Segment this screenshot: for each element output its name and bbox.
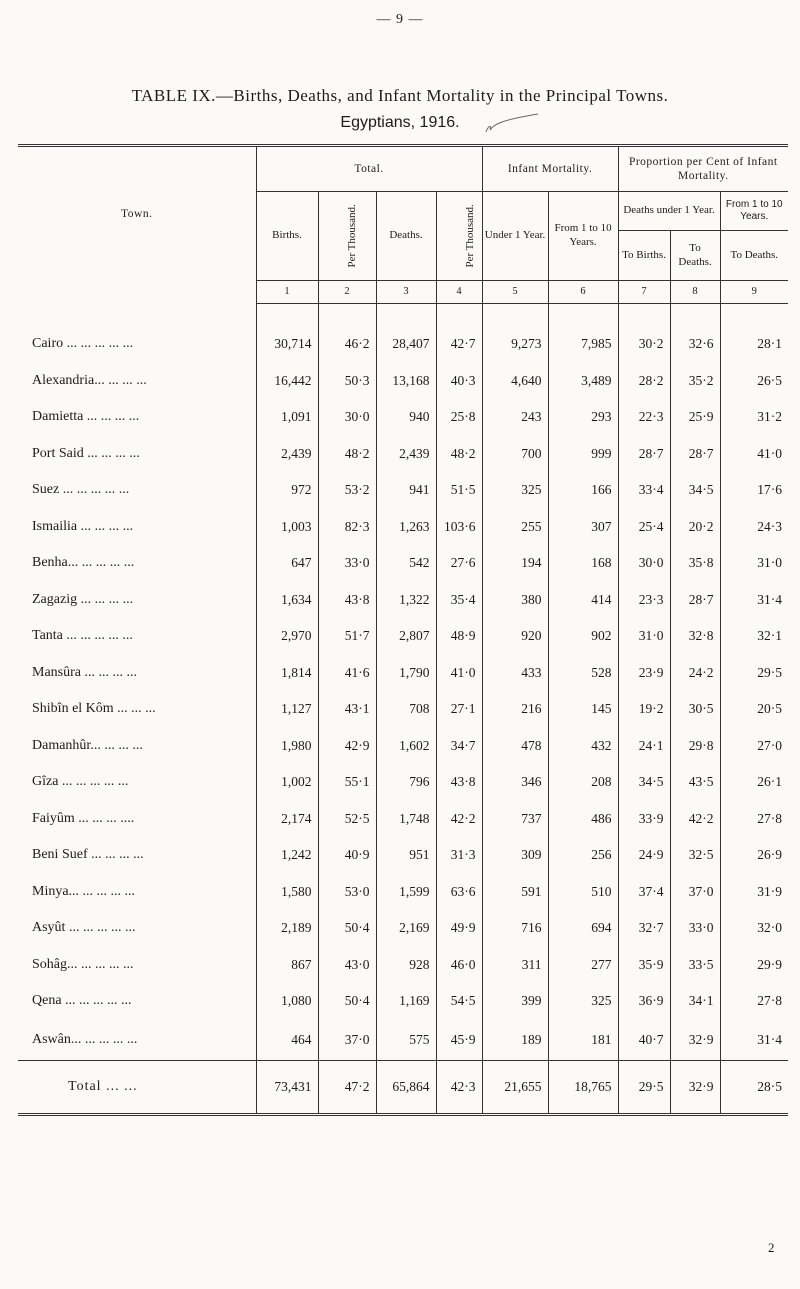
cell-from1: 307 (548, 509, 618, 546)
cell-tod9: 17·6 (720, 472, 788, 509)
cell-from1: 256 (548, 837, 618, 874)
cell-under1: 311 (482, 947, 548, 984)
table-row (18, 801, 788, 838)
table-row (18, 618, 788, 655)
cell-dpt: 35·4 (436, 582, 482, 619)
cell-tob: 36·9 (618, 983, 670, 1020)
header-deaths: Deaths. (376, 192, 436, 281)
cell-under1: 380 (482, 582, 548, 619)
cell-tod9: 31·4 (720, 1020, 788, 1061)
cell-deaths: 28,407 (376, 326, 436, 363)
cell-bpt: 41·6 (318, 655, 376, 692)
table-row (18, 509, 788, 546)
cell-bpt: 43·8 (318, 582, 376, 619)
cell-tob: 32·7 (618, 910, 670, 947)
cell-under1: 255 (482, 509, 548, 546)
cell-tod9: 29·5 (720, 655, 788, 692)
cell-from1: 528 (548, 655, 618, 692)
cell-tob: 22·3 (618, 399, 670, 436)
cell-bpt: 50·3 (318, 363, 376, 400)
cell-deaths: 2,169 (376, 910, 436, 947)
town-name: Alexandria... ... ... ... (32, 372, 147, 388)
town-name: Benha... ... ... ... ... (32, 555, 135, 571)
cell-births: 464 (256, 1020, 318, 1061)
cell-dpt: 27·6 (436, 545, 482, 582)
cell-births: 2,970 (256, 618, 318, 655)
cell-tob: 29·5 (618, 1060, 670, 1114)
cell-births: 2,189 (256, 910, 318, 947)
cell-dpt: 43·8 (436, 764, 482, 801)
cell-tod9: 27·8 (720, 983, 788, 1020)
cell-tod: 20·2 (670, 509, 720, 546)
cell-deaths: 796 (376, 764, 436, 801)
town-name: Asyût ... ... ... ... ... (32, 920, 136, 936)
town-name: Faiyûm ... ... ... .... (32, 810, 135, 826)
cell-tod9: 27·8 (720, 801, 788, 838)
cell-deaths: 575 (376, 1020, 436, 1061)
header-births: Births. (256, 192, 318, 281)
town-name: Tanta ... ... ... ... ... (32, 628, 133, 644)
cell-dpt: 27·1 (436, 691, 482, 728)
col-number: 6 (548, 281, 618, 304)
table-row (18, 983, 788, 1020)
cell-from1: 510 (548, 874, 618, 911)
cell-tod9: 32·1 (720, 618, 788, 655)
table-row (18, 545, 788, 582)
cell-births: 1,091 (256, 399, 318, 436)
cell-tod: 43·5 (670, 764, 720, 801)
cell-tob: 33·9 (618, 801, 670, 838)
cell-under1: 700 (482, 436, 548, 473)
cell-bpt: 43·0 (318, 947, 376, 984)
cell-bpt: 82·3 (318, 509, 376, 546)
cell-dpt: 48·9 (436, 618, 482, 655)
cell-births: 2,174 (256, 801, 318, 838)
cell-under1: 21,655 (482, 1060, 548, 1114)
cell-tod9: 31·2 (720, 399, 788, 436)
page-number: — 9 — (376, 12, 424, 27)
cell-deaths: 1,748 (376, 801, 436, 838)
cell-bpt: 43·1 (318, 691, 376, 728)
cell-births: 2,439 (256, 436, 318, 473)
cell-deaths: 708 (376, 691, 436, 728)
cell-under1: 4,640 (482, 363, 548, 400)
cell-tod: 35·8 (670, 545, 720, 582)
town-name: Cairo ... ... ... ... ... (32, 336, 134, 352)
cell-dpt: 25·8 (436, 399, 482, 436)
cell-tod9: 26·1 (720, 764, 788, 801)
cell-tod: 24·2 (670, 655, 720, 692)
cell-from1: 486 (548, 801, 618, 838)
footer-page-number: 2 (768, 1240, 775, 1255)
cell-dpt: 51·5 (436, 472, 482, 509)
cell-births: 1,580 (256, 874, 318, 911)
cell-under1: 325 (482, 472, 548, 509)
cell-tod: 25·9 (670, 399, 720, 436)
cell-tob: 23·9 (618, 655, 670, 692)
cell-from1: 3,489 (548, 363, 618, 400)
cell-under1: 478 (482, 728, 548, 765)
cell-under1: 716 (482, 910, 548, 947)
cell-deaths: 1,599 (376, 874, 436, 911)
town-name: Minya... ... ... ... ... (32, 883, 136, 899)
cell-tod9: 26·9 (720, 837, 788, 874)
cell-tod9: 20·5 (720, 691, 788, 728)
cell-tod: 32·5 (670, 837, 720, 874)
cell-from1: 414 (548, 582, 618, 619)
cell-births: 73,431 (256, 1060, 318, 1114)
cell-tob: 35·9 (618, 947, 670, 984)
cell-under1: 309 (482, 837, 548, 874)
header-to-deaths: To Deaths. (670, 231, 720, 281)
cell-tod9: 41·0 (720, 436, 788, 473)
town-name: Damietta ... ... ... ... (32, 409, 140, 425)
cell-under1: 194 (482, 545, 548, 582)
cell-deaths: 951 (376, 837, 436, 874)
col-number: 4 (436, 281, 482, 304)
cell-deaths: 2,439 (376, 436, 436, 473)
cell-dpt: 34·7 (436, 728, 482, 765)
cell-bpt: 46·2 (318, 326, 376, 363)
cell-bpt: 48·2 (318, 436, 376, 473)
town-name: Port Said ... ... ... ... (32, 445, 140, 461)
cell-bpt: 40·9 (318, 837, 376, 874)
header-under-1-year: Under 1 Year. (482, 192, 548, 281)
col-number: 9 (720, 281, 788, 304)
cell-dpt: 49·9 (436, 910, 482, 947)
cell-tod: 42·2 (670, 801, 720, 838)
cell-from1: 166 (548, 472, 618, 509)
cell-births: 1,002 (256, 764, 318, 801)
cell-under1: 737 (482, 801, 548, 838)
table-title: TABLE IX.—Births, Deaths, and Infant Mortality in the Principal Towns. (131, 86, 669, 105)
header-proportion: Proportion per Cent of Infant Mortality. (618, 146, 788, 192)
cell-tod9: 28·1 (720, 326, 788, 363)
table-subtitle: Egyptians, 1916. (340, 114, 460, 131)
cell-bpt: 50·4 (318, 910, 376, 947)
cell-under1: 346 (482, 764, 548, 801)
town-name: Sohâg... ... ... ... ... (32, 956, 134, 972)
cell-bpt: 53·2 (318, 472, 376, 509)
mortality-table (18, 144, 788, 1116)
cell-tod: 34·5 (670, 472, 720, 509)
cell-from1: 145 (548, 691, 618, 728)
town-name: Suez ... ... ... ... ... (32, 482, 130, 498)
cell-under1: 9,273 (482, 326, 548, 363)
table-row (18, 728, 788, 765)
town-name: Shibîn el Kôm ... ... ... (32, 701, 156, 717)
cell-births: 1,814 (256, 655, 318, 692)
cell-deaths: 928 (376, 947, 436, 984)
cell-bpt: 33·0 (318, 545, 376, 582)
cell-tob: 37·4 (618, 874, 670, 911)
cell-deaths: 65,864 (376, 1060, 436, 1114)
cell-deaths: 1,602 (376, 728, 436, 765)
cell-tob: 25·4 (618, 509, 670, 546)
header-town: Town. (18, 146, 256, 281)
pencil-scribble-icon (482, 112, 542, 136)
cell-from1: 293 (548, 399, 618, 436)
cell-from1: 277 (548, 947, 618, 984)
table-row (18, 874, 788, 911)
table-row (18, 326, 788, 363)
cell-tob: 30·2 (618, 326, 670, 363)
cell-tod: 33·5 (670, 947, 720, 984)
cell-tod9: 26·5 (720, 363, 788, 400)
town-name: Mansûra ... ... ... ... (32, 664, 137, 680)
cell-deaths: 13,168 (376, 363, 436, 400)
cell-tod: 30·5 (670, 691, 720, 728)
cell-under1: 433 (482, 655, 548, 692)
cell-tod: 37·0 (670, 874, 720, 911)
cell-tob: 30·0 (618, 545, 670, 582)
cell-tod9: 28·5 (720, 1060, 788, 1114)
cell-under1: 216 (482, 691, 548, 728)
cell-from1: 181 (548, 1020, 618, 1061)
cell-tod: 32·9 (670, 1060, 720, 1114)
cell-tod: 34·1 (670, 983, 720, 1020)
cell-bpt: 47·2 (318, 1060, 376, 1114)
cell-births: 1,003 (256, 509, 318, 546)
cell-tob: 19·2 (618, 691, 670, 728)
cell-tod: 29·8 (670, 728, 720, 765)
cell-tob: 31·0 (618, 618, 670, 655)
cell-under1: 591 (482, 874, 548, 911)
header-infant-mortality: Infant Mortality. (482, 146, 618, 192)
cell-dpt: 41·0 (436, 655, 482, 692)
cell-deaths: 1,322 (376, 582, 436, 619)
cell-tod9: 31·4 (720, 582, 788, 619)
cell-from1: 432 (548, 728, 618, 765)
cell-tod9: 24·3 (720, 509, 788, 546)
cell-tod: 28·7 (670, 582, 720, 619)
cell-dpt: 46·0 (436, 947, 482, 984)
table-row (18, 837, 788, 874)
table-row (18, 910, 788, 947)
cell-tod: 35·2 (670, 363, 720, 400)
cell-deaths: 1,169 (376, 983, 436, 1020)
header-from-1-to-10-years: From 1 to 10 Years. (548, 192, 618, 281)
cell-dpt: 45·9 (436, 1020, 482, 1061)
cell-tob: 24·1 (618, 728, 670, 765)
cell-deaths: 1,790 (376, 655, 436, 692)
cell-tod: 28·7 (670, 436, 720, 473)
table-row (18, 582, 788, 619)
cell-tod9: 29·9 (720, 947, 788, 984)
cell-tod9: 31·9 (720, 874, 788, 911)
town-name: Ismailia ... ... ... ... (32, 518, 134, 534)
cell-dpt: 103·6 (436, 509, 482, 546)
table-row (18, 764, 788, 801)
cell-deaths: 1,263 (376, 509, 436, 546)
cell-tob: 40·7 (618, 1020, 670, 1061)
cell-dpt: 48·2 (436, 436, 482, 473)
town-name: Zagazig ... ... ... ... (32, 591, 134, 607)
cell-dpt: 42·2 (436, 801, 482, 838)
cell-tob: 28·2 (618, 363, 670, 400)
cell-tod9: 27·0 (720, 728, 788, 765)
cell-dpt: 31·3 (436, 837, 482, 874)
cell-bpt: 52·5 (318, 801, 376, 838)
header-to-deaths-9: To Deaths. (720, 231, 788, 281)
cell-tod9: 32·0 (720, 910, 788, 947)
cell-tob: 28·7 (618, 436, 670, 473)
town-name: Total ... ... (18, 1060, 256, 1114)
cell-bpt: 37·0 (318, 1020, 376, 1061)
cell-bpt: 55·1 (318, 764, 376, 801)
cell-tod: 33·0 (670, 910, 720, 947)
town-name: Beni Suef ... ... ... ... (32, 847, 144, 863)
cell-births: 867 (256, 947, 318, 984)
header-deaths-under-1-year: Deaths under 1 Year. (618, 192, 720, 231)
cell-tob: 24·9 (618, 837, 670, 874)
col-number: 7 (618, 281, 670, 304)
cell-under1: 243 (482, 399, 548, 436)
table-row (18, 1020, 788, 1061)
cell-deaths: 940 (376, 399, 436, 436)
cell-tod9: 31·0 (720, 545, 788, 582)
col-number: 3 (376, 281, 436, 304)
cell-from1: 694 (548, 910, 618, 947)
cell-from1: 325 (548, 983, 618, 1020)
cell-dpt: 54·5 (436, 983, 482, 1020)
cell-births: 16,442 (256, 363, 318, 400)
town-name: Aswân... ... ... ... ... (32, 1031, 138, 1047)
cell-bpt: 30·0 (318, 399, 376, 436)
cell-from1: 18,765 (548, 1060, 618, 1114)
cell-tod: 32·8 (670, 618, 720, 655)
cell-bpt: 50·4 (318, 983, 376, 1020)
cell-from1: 208 (548, 764, 618, 801)
cell-bpt: 53·0 (318, 874, 376, 911)
cell-tod: 32·6 (670, 326, 720, 363)
town-name: Gîza ... ... ... ... ... (32, 774, 129, 790)
cell-dpt: 63·6 (436, 874, 482, 911)
col-number: 2 (318, 281, 376, 304)
cell-births: 30,714 (256, 326, 318, 363)
cell-bpt: 51·7 (318, 618, 376, 655)
cell-births: 1,080 (256, 983, 318, 1020)
cell-tob: 23·3 (618, 582, 670, 619)
col-number: 5 (482, 281, 548, 304)
cell-tob: 34·5 (618, 764, 670, 801)
cell-under1: 920 (482, 618, 548, 655)
cell-from1: 168 (548, 545, 618, 582)
table-row (18, 691, 788, 728)
table-row (18, 472, 788, 509)
cell-tod: 32·9 (670, 1020, 720, 1061)
table-row (18, 363, 788, 400)
table-row (18, 655, 788, 692)
cell-from1: 999 (548, 436, 618, 473)
cell-births: 1,242 (256, 837, 318, 874)
table-row (18, 399, 788, 436)
cell-bpt: 42·9 (318, 728, 376, 765)
town-name: Qena ... ... ... ... ... (32, 993, 132, 1009)
col-number: 1 (256, 281, 318, 304)
cell-tob: 33·4 (618, 472, 670, 509)
col-number: 8 (670, 281, 720, 304)
cell-dpt: 42·3 (436, 1060, 482, 1114)
cell-under1: 399 (482, 983, 548, 1020)
cell-births: 647 (256, 545, 318, 582)
cell-births: 1,127 (256, 691, 318, 728)
cell-deaths: 542 (376, 545, 436, 582)
cell-dpt: 42·7 (436, 326, 482, 363)
cell-from1: 7,985 (548, 326, 618, 363)
total-row (18, 1060, 788, 1114)
cell-deaths: 941 (376, 472, 436, 509)
header-per-thousand-births: Per Thousand. (318, 192, 376, 281)
cell-under1: 189 (482, 1020, 548, 1061)
cell-births: 1,634 (256, 582, 318, 619)
table-row (18, 947, 788, 984)
cell-from1: 902 (548, 618, 618, 655)
cell-births: 972 (256, 472, 318, 509)
header-to-births: To Births. (618, 231, 670, 281)
header-per-thousand-deaths: Per Thousand. (436, 192, 482, 281)
header-total: Total. (256, 146, 482, 192)
header-from-1-to-10-years-proportion: From 1 to 10 Years. (720, 192, 788, 231)
cell-births: 1,980 (256, 728, 318, 765)
table-row (18, 436, 788, 473)
town-name: Damanhûr... ... ... ... (32, 737, 143, 753)
cell-deaths: 2,807 (376, 618, 436, 655)
cell-dpt: 40·3 (436, 363, 482, 400)
